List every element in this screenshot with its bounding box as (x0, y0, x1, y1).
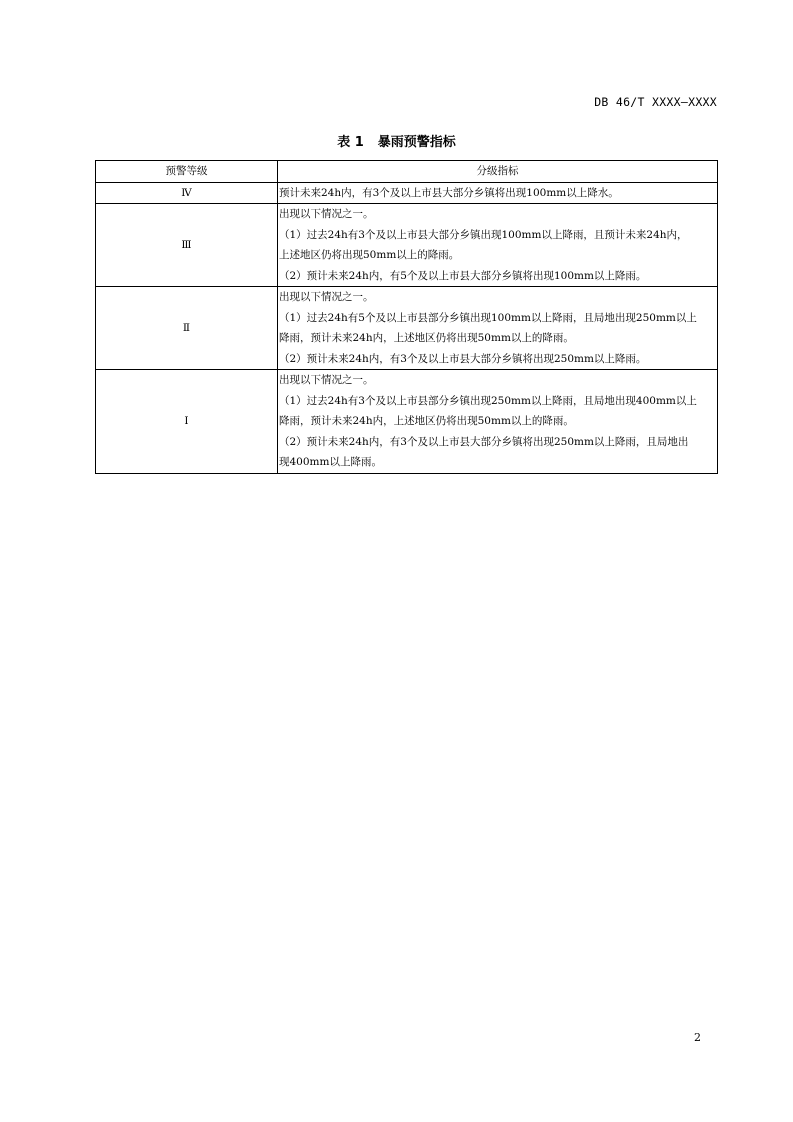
criteria-line: 降雨，预计未来24h内，上述地区仍将出现50mm以上的降雨。 (279, 415, 574, 427)
criteria-line: （2）预计未来24h内，有5个及以上市县大部分乡镇将出现100mm以上降雨。 (279, 269, 647, 282)
criteria-line: 现400mm以上降雨。 (279, 456, 382, 468)
criteria-cell (278, 370, 718, 474)
criteria-line: 出现以下情况之一。 (279, 208, 374, 220)
criteria-cell (278, 204, 718, 287)
column-header-criteria: 分级指标 (278, 161, 718, 183)
table-row (96, 370, 718, 474)
criteria-line: （2）预计未来24h内，有3个及以上市县大部分乡镇将出现250mm以上降雨，且局地出 (279, 435, 689, 448)
criteria-line: 出现以下情况之一。 (279, 291, 374, 303)
table-number: 表 1 (337, 135, 364, 150)
criteria-line: 出现以下情况之一。 (279, 374, 374, 386)
criteria-cell (278, 182, 718, 204)
table-row (96, 287, 718, 370)
warning-level-cell: Ⅲ (96, 204, 278, 287)
warning-level-cell: Ⅳ (96, 182, 278, 204)
table-row (96, 204, 718, 287)
criteria-line: （2）预计未来24h内，有3个及以上市县大部分乡镇将出现250mm以上降雨。 (279, 352, 647, 365)
criteria-line: 上述地区仍将出现50mm以上的降雨。 (279, 249, 460, 261)
table-row (96, 182, 718, 204)
table-title: 暴雨预警指标 (377, 135, 456, 150)
table-header-row (96, 161, 718, 183)
warning-level-cell: Ⅰ (96, 370, 278, 474)
page-number: 2 (694, 1031, 701, 1044)
criteria-line: （1）过去24h有3个及以上市县大部分乡镇出现100mm以上降雨，且预计未来24h内， (279, 228, 688, 241)
table-caption (0, 131, 793, 150)
document-code: DB 46/T XXXX—XXXX (594, 95, 717, 109)
column-header-level: 预警等级 (96, 161, 278, 183)
criteria-line: 降雨，预计未来24h内，上述地区仍将出现50mm以上的降雨。 (279, 332, 574, 344)
criteria-line: （1）过去24h有5个及以上市县部分乡镇出现100mm以上降雨，且局地出现250mm以上 (279, 311, 697, 324)
warning-level-cell: Ⅱ (96, 287, 278, 370)
criteria-cell (278, 287, 718, 370)
warning-indicator-table (95, 160, 718, 474)
criteria-line: 预计未来24h内，有3个及以上市县大部分乡镇将出现100mm以上降水。 (279, 186, 619, 199)
criteria-line: （1）过去24h有3个及以上市县部分乡镇出现250mm以上降雨，且局地出现400mm以上 (279, 394, 697, 407)
